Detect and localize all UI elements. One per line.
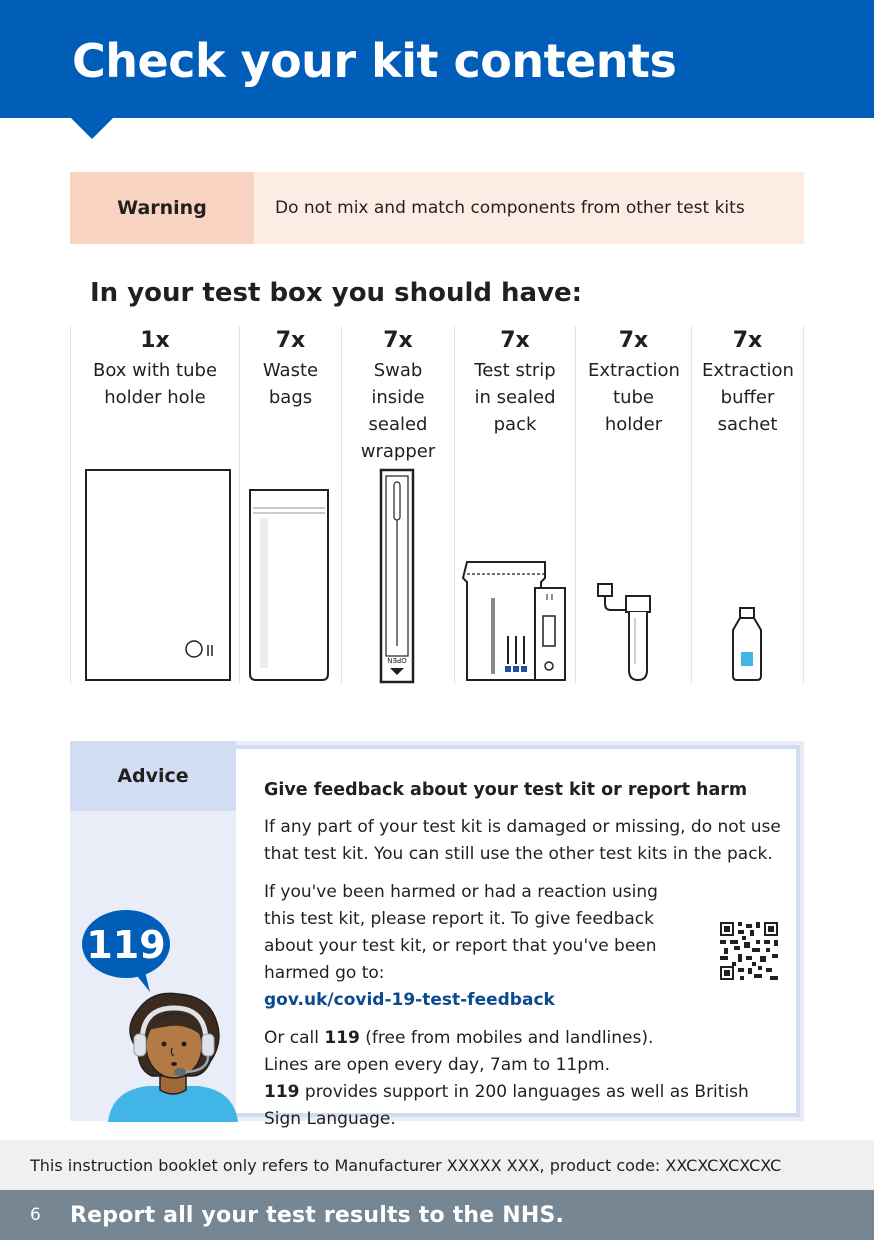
kit-item-qty: 7x xyxy=(383,328,413,353)
box-icon xyxy=(71,464,240,684)
page-number: 6 xyxy=(30,1205,41,1225)
kit-item-name: Extraction buffer sachet xyxy=(702,360,794,435)
header-notch xyxy=(70,117,114,139)
call-prefix: Or call xyxy=(264,1028,325,1048)
support-text: provides support in 200 languages as well as British Sign Language. xyxy=(264,1082,749,1129)
page-title: Check your kit contents xyxy=(72,34,677,88)
speech-bubble-119 xyxy=(82,910,174,994)
feedback-link[interactable]: gov.uk/covid-19-test-feedback xyxy=(264,990,555,1010)
kit-item-name: Extraction tube holder xyxy=(588,360,680,435)
swab-wrapper-label: OPEN xyxy=(387,656,407,664)
footer-message: Report all your test results to the NHS. xyxy=(70,1202,565,1228)
advice-title: Give feedback about your test kit or report harm xyxy=(264,780,748,800)
support-number: 119 xyxy=(264,1082,300,1102)
kit-item-name: Box with tube holder hole xyxy=(92,360,218,408)
advice-paragraph-damaged: If any part of your test kit is damaged or missing, do not use that test kit. You can still use the other test kits in the pack. xyxy=(264,817,781,864)
kit-item-test-strip xyxy=(454,326,575,684)
advice-paragraph-harm: If you've been harmed or had a reaction using this test kit, please report it. To give feedback about your test kit, or report that you've been harmed go to: xyxy=(264,882,658,983)
kit-item-waste-bags xyxy=(239,326,341,684)
call-number: 119 xyxy=(324,1028,360,1048)
kit-item-qty: 7x xyxy=(275,328,306,353)
kit-item-box xyxy=(70,326,239,684)
footer-note: This instruction booklet only refers to Manufacturer XXXXX XXX, product code: XXCXCXCXCXC xyxy=(0,1140,874,1190)
kit-item-qty: 7x xyxy=(500,328,530,353)
qr-code-icon[interactable] xyxy=(720,922,778,980)
test-strip-icon xyxy=(455,554,576,684)
call-suffix: (free from mobiles and landlines). xyxy=(359,1028,654,1048)
warning-callout xyxy=(70,172,804,244)
kit-item-name: Test strip in sealed pack xyxy=(474,360,556,435)
kit-item-name: Waste bags xyxy=(262,360,319,408)
page-header xyxy=(0,0,874,118)
kit-item-qty: 1x xyxy=(140,328,170,353)
bubble-number: 119 xyxy=(86,923,166,967)
warning-text: Do not mix and match components from other test kits xyxy=(275,198,745,218)
warning-label: Warning xyxy=(70,172,254,244)
kit-item-qty: 7x xyxy=(732,328,763,353)
advice-support-line xyxy=(264,1079,784,1133)
tube-holder-icon xyxy=(576,574,692,684)
kit-item-swab xyxy=(341,326,454,684)
kit-heading: In your test box you should have: xyxy=(90,278,583,308)
advice-hours: Lines are open every day, 7am to 11pm. xyxy=(264,1055,610,1075)
swab-icon xyxy=(342,464,455,684)
kit-item-buffer-sachet xyxy=(691,326,804,684)
kit-item-name: Swab inside sealed wrapper xyxy=(360,360,436,462)
waste-bag-icon xyxy=(240,484,342,684)
advice-call-line xyxy=(264,1025,784,1052)
kit-contents-grid xyxy=(70,326,804,684)
call-handler-illustration xyxy=(108,990,238,1122)
kit-item-qty: 7x xyxy=(618,328,649,353)
advice-label: Advice xyxy=(70,741,236,811)
footer-bar xyxy=(0,1190,874,1240)
buffer-sachet-icon xyxy=(692,604,805,684)
advice-content xyxy=(236,745,800,1129)
kit-item-tube-holder xyxy=(575,326,691,684)
